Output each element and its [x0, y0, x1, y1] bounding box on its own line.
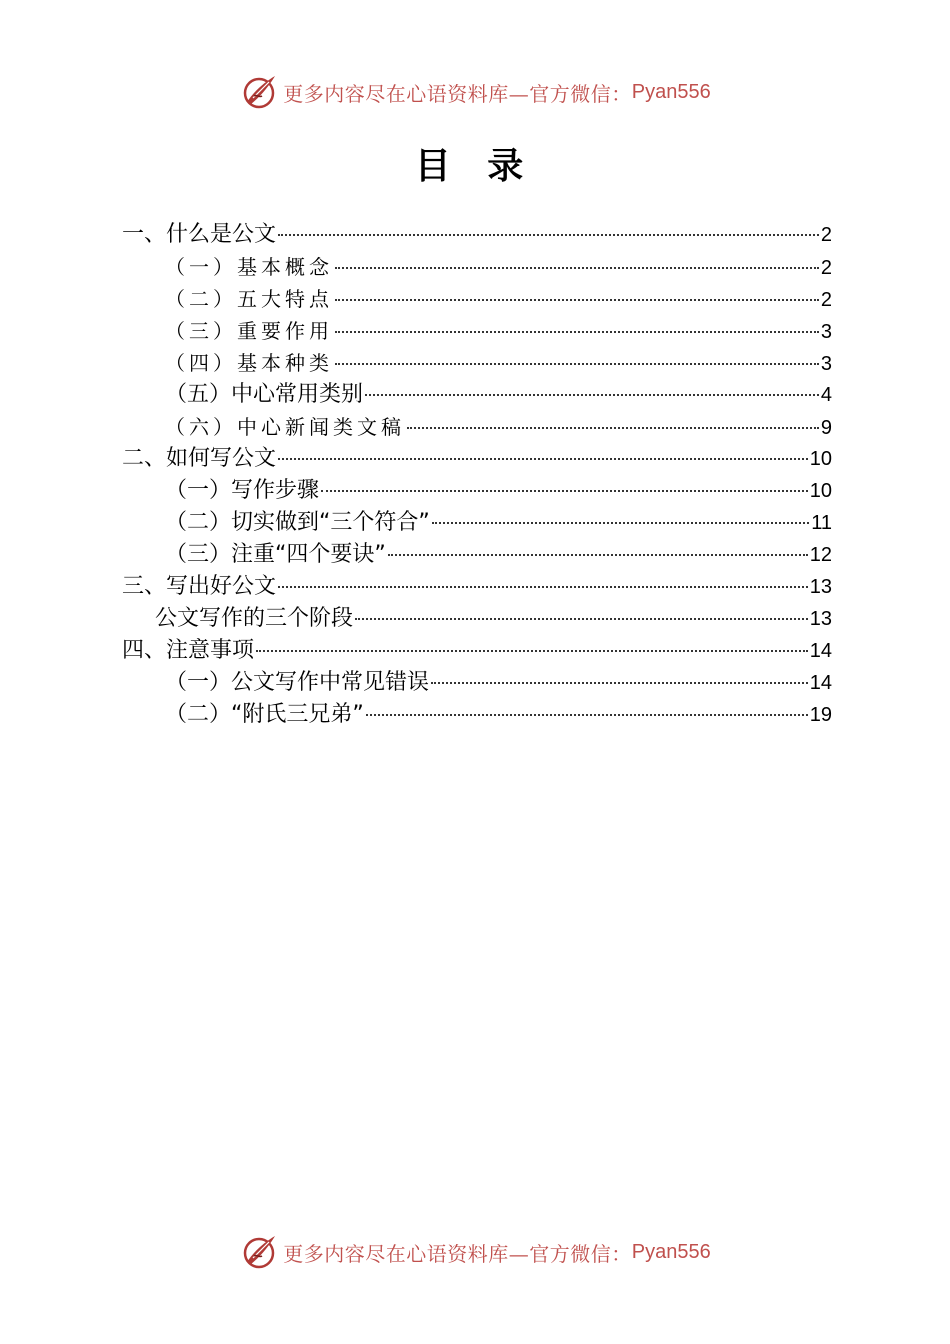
toc-entry[interactable] — [165, 283, 832, 315]
toc-leader-dots — [365, 394, 819, 396]
header-banner — [0, 70, 950, 114]
toc-entry-page: 4 — [820, 384, 832, 406]
toc-entry[interactable] — [122, 571, 832, 603]
toc-entry-page: 10 — [809, 480, 832, 502]
toc-entry[interactable] — [122, 443, 832, 475]
toc-entry-label: 四、注意事项 — [122, 638, 255, 663]
toc-entry-label: （二）切实做到“三个符合” — [165, 510, 430, 535]
toc-entry-label: （二）“附氏三兄弟” — [165, 702, 364, 727]
toc-leader-dots — [335, 267, 819, 269]
toc-entry-page: 3 — [820, 321, 832, 343]
toc-leader-dots — [407, 427, 819, 429]
quill-circle-logo-icon — [239, 1232, 279, 1272]
toc-entry-page: 3 — [820, 353, 832, 375]
toc-entry[interactable] — [165, 379, 832, 411]
toc-entry-page: 10 — [809, 448, 832, 470]
toc-entry[interactable] — [165, 411, 832, 443]
toc-leader-dots — [278, 586, 808, 588]
toc-leader-dots — [432, 522, 809, 524]
toc-leader-dots — [335, 299, 819, 301]
toc-entry[interactable] — [122, 635, 832, 667]
toc-entry[interactable] — [165, 667, 832, 699]
toc-entry-page: 14 — [809, 640, 832, 662]
toc-entry[interactable] — [155, 603, 832, 635]
toc-entry-label: 一、什么是公文 — [122, 222, 277, 247]
toc-entry-page: 2 — [820, 289, 832, 311]
toc-leader-dots — [256, 650, 808, 652]
toc-entry-page: 2 — [820, 257, 832, 279]
toc-entry-label: 三、写出好公文 — [122, 574, 277, 599]
toc-entry[interactable] — [122, 219, 832, 251]
toc-entry[interactable] — [165, 347, 832, 379]
toc-entry[interactable] — [165, 507, 832, 539]
toc-entry-label: （一）基本概念 — [165, 255, 333, 279]
toc-leader-dots — [278, 458, 808, 460]
toc-entry-label: 二、如何写公文 — [122, 446, 277, 471]
toc-entry[interactable] — [165, 315, 832, 347]
toc-leader-dots — [278, 234, 819, 236]
toc-entry-label: （六）中心新闻类文稿 — [165, 415, 405, 439]
toc-entry[interactable] — [165, 251, 832, 283]
toc-entry-label: （三）重要作用 — [165, 319, 333, 343]
toc-leader-dots — [388, 554, 808, 556]
toc-entry[interactable] — [165, 539, 832, 571]
page-title: 目 录 — [414, 146, 536, 187]
footer-banner — [0, 1230, 950, 1274]
toc-leader-dots — [366, 714, 808, 716]
toc-leader-dots — [355, 618, 808, 620]
footer-wechat-id: Pyan556 — [631, 1240, 711, 1263]
toc-entry-page: 14 — [809, 672, 832, 694]
toc-entry[interactable] — [165, 475, 832, 507]
header-wechat-id: Pyan556 — [631, 80, 711, 103]
toc-entry-label: （四）基本种类 — [165, 351, 333, 375]
toc-entry-page: 19 — [809, 704, 832, 726]
toc-entry[interactable] — [165, 699, 832, 731]
toc-leader-dots — [431, 682, 808, 684]
toc-entry-page: 12 — [809, 544, 832, 566]
toc-entry-label: （五）中心常用类别 — [165, 382, 364, 407]
toc-entry-page: 11 — [811, 512, 832, 534]
header-banner-text: 更多内容尽在心语资料库—官方微信： — [283, 81, 632, 106]
footer-banner-text: 更多内容尽在心语资料库—官方微信： — [283, 1241, 632, 1266]
toc-entry-label: （三）注重“四个要诀” — [165, 542, 386, 567]
toc-entry-page: 2 — [820, 224, 832, 246]
toc-entry-label: 公文写作的三个阶段 — [155, 606, 354, 631]
toc-entry-label: （一）公文写作中常见错误 — [165, 670, 430, 695]
toc-entry-page: 13 — [809, 608, 832, 630]
toc-leader-dots — [321, 490, 808, 492]
toc-leader-dots — [335, 363, 819, 365]
quill-circle-logo-icon — [239, 72, 279, 112]
toc-entry-page: 9 — [820, 417, 832, 439]
toc-entry-label: （二）五大特点 — [165, 287, 333, 311]
toc-entry-label: （一）写作步骤 — [165, 478, 320, 503]
toc-leader-dots — [335, 331, 819, 333]
toc-entry-page: 13 — [809, 576, 832, 598]
